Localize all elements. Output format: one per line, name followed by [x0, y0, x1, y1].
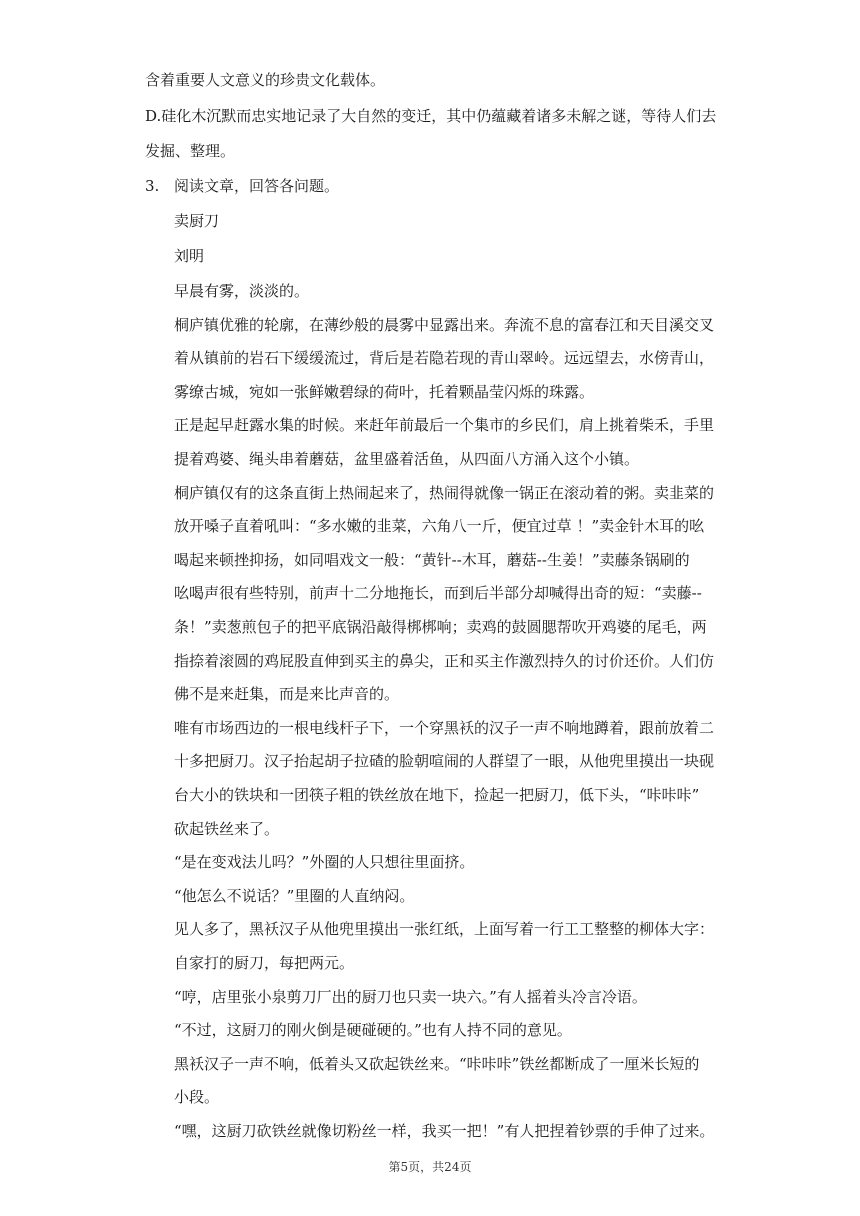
article-line: 见人多了，黑袄汉子从他兜里摸出一张红纸，上面写着一行工工整整的柳体大字： — [174, 920, 715, 938]
prev-question-text: 含着重要人文意义的珍贵文化载体。 — [145, 71, 386, 89]
article-line: 砍起铁丝来了。 — [174, 820, 280, 838]
article-line: 着从镇前的岩石下缓缓流过，背后是若隐若现的青山翠岭。远远望去，水傍青山， — [174, 349, 715, 367]
article-line: 早晨有雾，淡淡的。 — [174, 282, 310, 300]
option-d-line1: D.硅化木沉默而忠实地记录了大自然的变迁，其中仍蕴藏着诸多未解之谜，等待人们去 — [145, 107, 717, 125]
article-line: 提着鸡婆、绳头串着蘑菇，盆里盛着活鱼，从四面八方涌入这个小镇。 — [174, 450, 640, 468]
article-line: 黑袄汉子一声不响，低着头又砍起铁丝来。“咔咔咔”铁丝都断成了一厘米长短的 — [174, 1055, 700, 1073]
article-line: 小段。 — [174, 1088, 220, 1106]
article-line: 吆喝声很有些特别，前声十二分地拖长，而到后半部分却喊得出奇的短：“卖藤-- — [174, 584, 702, 602]
option-d-line2: 发掘、整理。 — [145, 142, 236, 160]
article-line: 放开嗓子直着吼叫：“多水嫩的韭菜，六角八一斤，便宜过草 ！”卖金针木耳的吆 — [174, 517, 705, 535]
article-line: 桐庐镇优雅的轮廓，在薄纱般的晨雾中显露出来。奔流不息的富春江和天目溪交叉 — [174, 316, 715, 334]
article-line: 喝起来顿挫抑扬，如同唱戏文一般：“黄针--木耳，蘑菇--生姜！”卖藤条锅刷的 — [174, 551, 690, 569]
article-line: “不过，这厨刀的刚火倒是硬碰硬的。”也有人持不同的意见。 — [174, 1021, 572, 1039]
question-number: 3. — [145, 177, 160, 195]
article-line: 台大小的铁块和一团筷子粗的铁丝放在地下，捡起一把厨刀，低下头，“咔咔咔” — [174, 786, 700, 804]
article-author: 刘明 — [174, 247, 205, 265]
page-footer: 第5页，共24页 — [388, 1160, 472, 1174]
article-line: 指捺着滚圆的鸡屁股直伸到买主的鼻尖，正和买主作激烈持久的讨价还价。人们仿 — [174, 652, 715, 670]
article-line: 自家打的厨刀，每把两元。 — [174, 954, 355, 972]
article-line: “哼，店里张小泉剪刀厂出的厨刀也只卖一块六。”有人摇着头冷言冷语。 — [174, 988, 647, 1006]
question-prompt: 阅读文章，回答各问题。 — [174, 177, 340, 195]
article-line: 条！”卖葱煎包子的把平底锅沿敲得梆梆响；卖鸡的鼓圆腮帮吹开鸡婆的尾毛，两 — [174, 618, 707, 636]
article-line: “他怎么不说话？”里圈的人直纳闷。 — [174, 887, 415, 905]
article-line: 正是起早赶露水集的时候。来赶年前最后一个集市的乡民们，肩上挑着柴禾，手里 — [174, 416, 715, 434]
article-line: “嘿，这厨刀砍铁丝就像切粉丝一样，我买一把！”有人把捏着钞票的手伸了过来。 — [174, 1122, 715, 1140]
article-line: 桐庐镇仅有的这条直街上热闹起来了，热闹得就像一锅正在滚动着的粥。卖韭菜的 — [174, 484, 715, 502]
article-line: 十多把厨刀。汉子抬起胡子拉碴的脸朝喧闹的人群望了一眼，从他兜里摸出一块砚 — [174, 752, 715, 770]
article-line: 佛不是来赶集，而是来比声音的。 — [174, 685, 400, 703]
article-line: 唯有市场西边的一根电线杆子下，一个穿黑袄的汉子一声不响地蹲着，跟前放着二 — [174, 719, 715, 737]
article-line: “是在变戏法儿吗？”外圈的人只想往里面挤。 — [174, 853, 475, 871]
article-title: 卖厨刀 — [174, 212, 220, 230]
article-line: 雾缭古城，宛如一张鲜嫩碧绿的荷叶，托着颗晶莹闪烁的珠露。 — [174, 383, 595, 401]
